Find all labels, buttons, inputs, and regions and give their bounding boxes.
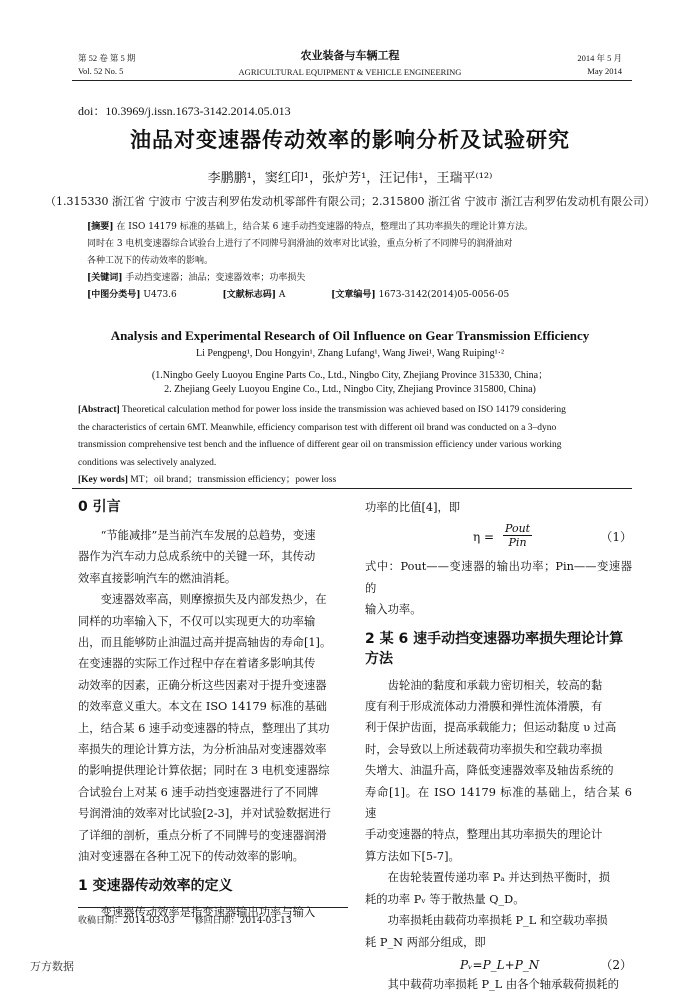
english-authors: Li Pengpeng¹, Dou Hongyin¹, Zhang Lufang¹, Wang Jiwei¹, Wang Ruiping¹·² xyxy=(196,348,504,359)
abstract-line: 各种工况下的传动效率的影响。 xyxy=(87,256,214,266)
watermark-footer: 万方数据 xyxy=(30,960,74,973)
footnote-rule xyxy=(78,907,348,908)
para-line: 出，而且能够防止油温过高并提高轴齿的寿命[1]。 xyxy=(78,636,332,650)
para-line: 变速器传动效率是指变速器输出功率与输入 xyxy=(100,905,316,919)
para-line: 的效率意义重大。本文在 ISO 14179 标准的基础 xyxy=(78,700,327,714)
para-line: 号润滑油的效率对比试验[2-3]，并对试验数据进行 xyxy=(78,807,331,821)
left-column xyxy=(78,497,348,923)
section-1-heading: 1 变速器传动效率的定义 xyxy=(78,877,233,894)
footnote-dates xyxy=(78,913,292,926)
date-en: May 2014 xyxy=(587,66,622,76)
received-date: 收稿日期：2014-03-03 xyxy=(78,916,175,926)
eq1-denominator: Pin xyxy=(508,536,527,550)
para-line: 上，结合某 6 速手动变速器的特点，整理出了其功 xyxy=(78,721,330,735)
para-line: 耗的功率 Pᵥ 等于散热量 Q_D。 xyxy=(365,892,525,906)
doc-label: [文献标志码] xyxy=(222,290,277,300)
para-line: 寿命[1]。在 ISO 14179 标准的基础上，结合某 6 速 xyxy=(365,785,632,821)
equation-2 xyxy=(365,953,632,974)
para-line: 齿轮油的黏度和承载力密切相关，较高的黏 xyxy=(387,678,603,692)
authors: 李鹏鹏¹，窦红印¹，张炉芳¹，汪记伟¹，王瑞平⁽¹²⁾ xyxy=(207,171,493,186)
english-affil-2: 2. Zhejiang Geely Luoyou Engine Co., Ltd., Ningbo City, Zhejiang Province 315800, China) xyxy=(164,384,536,395)
para-line: 输入功率。 xyxy=(365,603,422,617)
doc-value: A xyxy=(278,290,286,300)
para-line: 合试验台上对某 6 速手动挡变速器进行了不同牌 xyxy=(78,785,319,799)
para-line: 利于保护齿面，提高承载能力；但运动黏度 υ 过高 xyxy=(365,721,617,735)
para-line: 耗 P_N 两部分组成，即 xyxy=(365,935,486,949)
abstract-line: 同时在 3 电机变速器综合试验台上进行了不同牌号润滑油的效率对比试验，重点分析了不同牌号的润滑油对 xyxy=(87,239,513,249)
date-cn: 2014 年 5 月 xyxy=(577,53,622,63)
cls-label: [中图分类号] xyxy=(87,290,141,300)
journal-title-en: AGRICULTURAL EQUIPMENT & VEHICLE ENGINEERING xyxy=(238,67,462,77)
abstract-cn xyxy=(87,219,627,304)
eq1-numerator: Pout xyxy=(505,522,531,536)
para-line: 度有利于形成流体动力滑膜和弹性流体滑膜，有 xyxy=(365,700,603,714)
eq1-fraction xyxy=(503,522,532,549)
para-line: 同样的功率输入下，不仅可以实现更大的功率输 xyxy=(78,614,316,628)
eq2-number: （2） xyxy=(600,957,632,972)
para-line: 功率的比值[4]，即 xyxy=(365,501,461,514)
eq2-body: Pᵥ=P_L+P_N xyxy=(460,957,540,972)
para-line: 器作为汽车动力总成系统中的关键一环，其传动 xyxy=(78,550,316,564)
para-line: 了详细的剖析，重点分析了不同牌号的变速器润滑 xyxy=(78,828,327,842)
para-line: 变速器效率高，则摩擦损失及内部发热少，在 xyxy=(100,593,327,607)
article-label: [文章编号] xyxy=(331,290,376,300)
right-column xyxy=(365,497,632,995)
para-line: 其中载荷功率损耗 P_L 由各个轴承载荷损耗的 xyxy=(387,977,619,991)
keywords-en: MT；oil brand；transmission efficiency；power loss xyxy=(130,475,337,485)
doi: doi：10.3969/j.issn.1673-3142.2014.05.013 xyxy=(78,104,291,118)
section-2-heading: 2 某 6 速手动挡变速器功率损失理论计算 xyxy=(365,630,624,647)
abstract-label: [摘要] xyxy=(87,222,114,232)
section-0-heading: 0 引言 xyxy=(78,499,121,515)
para-line: 式中：Pout——变速器的输出功率；Pin——变速器的 xyxy=(365,560,632,595)
journal-title-cn: 农业装备与车辆工程 xyxy=(300,50,400,62)
para-line: 功率损耗由载荷功率损耗 P_L 和空载功率损 xyxy=(387,914,608,928)
abstract-line: 在 ISO 14179 标准的基础上，结合某 6 速手动挡变速器的特点，整理出了其功率损失的理论计算方法。 xyxy=(116,222,534,232)
abstract-en-line: conditions was selectively analyzed. xyxy=(78,457,217,468)
para-line: 算方法如下[5-7]。 xyxy=(365,849,460,863)
para-line: 在齿轮装置传递功率 Pₐ 并达到热平衡时，损 xyxy=(387,871,611,885)
para-line: 失增大、油温升高，降低变速器效率及轴齿系统的 xyxy=(365,764,614,778)
keywords-en-label: [Key words] xyxy=(78,475,128,485)
para-line: 率损失的理论计算方法，为分析油品对变速器效率 xyxy=(78,743,327,757)
equation-1 xyxy=(365,518,632,556)
paper-title: 油品对变速器传动效率的影响分析及试验研究 xyxy=(130,128,570,152)
para-line: 时，会导致以上所述载荷功率损失和空载功率损 xyxy=(365,742,603,756)
header-rule xyxy=(72,80,632,81)
revised-date: 修回日期：2014-03-13 xyxy=(194,916,292,926)
abstract-en-label: [Abstract] xyxy=(78,405,120,415)
abstract-en-line: transmission comprehensive test bench and the influence of different gear oil on transmission efficiency under various working xyxy=(78,440,562,450)
eq1-lhs: η = xyxy=(473,530,495,545)
keywords-label: [关键词] xyxy=(87,273,123,283)
abstract-rule xyxy=(72,488,632,489)
para-line: 在变速器的实际工作过程中存在着诸多影响其传 xyxy=(78,657,316,671)
english-title: Analysis and Experimental Research of Oil Influence on Gear Transmission Efficiency xyxy=(110,328,590,343)
volume-cn: 第 52 卷 第 5 期 xyxy=(78,53,136,63)
affiliation: （1.315330 浙江省 宁波市 宁波吉利罗佑发动机零部件有限公司；2.315800 浙江省 宁波市 浙江吉利罗佑发动机有限公司） xyxy=(45,195,655,208)
section-2-heading-cont: 方法 xyxy=(365,650,393,667)
abstract-en xyxy=(78,402,632,490)
cls-value: U473.6 xyxy=(143,290,177,300)
para-line: “节能减排”是当前汽车发展的总趋势，变速 xyxy=(100,529,316,542)
para-line: 的影响提供理论计算依据；同时在 3 电机变速器综 xyxy=(78,764,330,778)
english-affil-1: (1.Ningbo Geely Luoyou Engine Parts Co., Ltd., Ningbo City, Zhejiang Province 315330, China； xyxy=(151,370,549,381)
para-line: 手动变速器的特点，整理出其功率损失的理论计 xyxy=(365,828,603,842)
keywords-cn: 手动挡变速器；油品；变速器效率；功率损失 xyxy=(125,273,306,283)
para-line: 油对变速器在各种工况下的传动效率的影响。 xyxy=(78,850,304,864)
article-value: 1673-3142(2014)05-0056-05 xyxy=(378,290,510,300)
volume-en: Vol. 52 No. 5 xyxy=(78,66,124,76)
abstract-en-line: Theoretical calculation method for power loss inside the transmission was achieved based on ISO 14179 considering xyxy=(121,405,566,415)
abstract-en-line: the characteristics of certain 6MT. Meanwhile, efficiency comparison test with different oil brand was conducted on a 3–dyno xyxy=(78,422,557,433)
eq1-number: （1） xyxy=(600,530,632,545)
para-line: 动效率的因素，正确分析这些因素对于提升变速器 xyxy=(78,678,327,692)
para-line: 效率直接影响汽车的燃油消耗。 xyxy=(78,571,237,585)
